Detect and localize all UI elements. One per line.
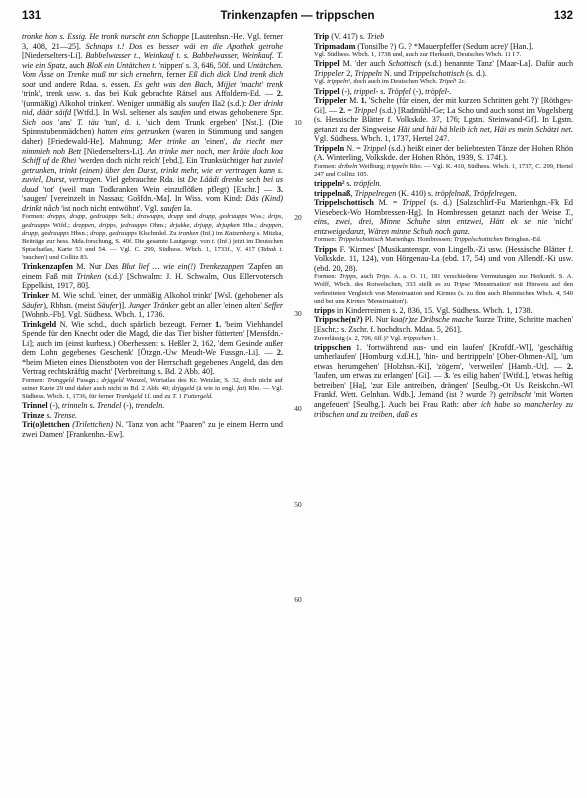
headword: Trippeln <box>314 143 345 153</box>
entry-note <box>314 51 573 59</box>
entry-text: trippeln <box>327 78 349 86</box>
entry-text: tröpfeln. <box>353 179 382 189</box>
entry-text: ¹ 2c. <box>454 78 467 86</box>
entry-text: M. Nur <box>72 262 106 272</box>
entry-text: 'laufen, um etwas zu erlangen' [Gi]. — <box>314 371 445 381</box>
headword: Tripps <box>314 244 337 254</box>
entry-text: Tripel <box>438 78 455 86</box>
entry-text: N. Wie schd., doch spärlich bezeugt. Ferner <box>56 319 216 329</box>
headword: Trinze <box>22 410 45 420</box>
entry-note <box>314 78 573 86</box>
entry-text: Tronggeld <box>47 376 74 384</box>
entry-text: dribeln <box>338 162 358 170</box>
headword: trippelnaß <box>314 188 351 198</box>
entry-text: (V. 417) s. <box>329 32 367 41</box>
headword: trippschen <box>314 342 352 352</box>
headword: Trinkgeld <box>22 319 57 329</box>
line-number: 20 <box>294 213 302 223</box>
entry-text: 'einen', <box>199 137 233 147</box>
running-head: Trinkenzapfen — trippschen <box>220 10 375 22</box>
entry-text: = <box>345 105 354 115</box>
entry-text: tranken <box>178 229 199 237</box>
entry-text: , auch <box>356 273 377 281</box>
entry-text: (-), <box>410 86 426 96</box>
entry-text: Bringhsn.-Ed. <box>502 236 542 244</box>
entry-text: Wtfd.; <box>49 221 73 229</box>
line-number: 50 <box>294 499 302 509</box>
headword: Trinnel <box>22 401 48 411</box>
entry-text: trippel- <box>353 86 379 96</box>
entry-text: Trippelschottisch <box>408 68 465 78</box>
entry-text: Der drinkt nid, däär säifd <box>22 98 283 118</box>
entry-text: auch <box>67 60 87 70</box>
entry-text: Pl. Nur <box>362 315 391 325</box>
entry-text: Trippelschottisch <box>338 236 384 244</box>
entry-text: F. 'Kirmes' [Musikantenspr. von Lingelb.-Zi usw. (Hessische Blätter f. Volkskde. 11, 124), von Hörgenau-La (ebd. 17, 54) und von Allendf.-Ki usw. (ebd. 20, 28). <box>314 244 573 273</box>
entry-text: M. <box>346 96 361 106</box>
entry-text: Vgl. Südhess. Wbch. 1, 1737, Hertel 247. <box>314 134 450 144</box>
entry-text: A. a. O. 11, 181 verschiedene Vermutungen zur Herkunft. S. A. Wolff, Wbch. des Rotwelschen, 333 stellt es zu <box>314 273 574 289</box>
entry-note <box>314 273 573 306</box>
entry-note <box>314 335 573 343</box>
entry-note <box>314 236 573 244</box>
entry-text: Formen: <box>22 376 47 384</box>
entry-text: drjukke, drjupp, drjupken <box>169 221 240 229</box>
entry-text: [Wohnb.-Fb]. Vgl. Südhess. Wbch. 1, 1736. <box>22 310 165 320</box>
entry-text: in Kinderreimen s. 2, 836, 15. Vgl. Südhess. Wbch. 1, 1738. <box>334 305 533 315</box>
entry-text: Vgl. Südhess. Wbch. 1, 1738 und, auch zur Herkunft, Deutsches Wbch. 11 I 7. <box>314 51 522 59</box>
entry-text: 'saugen' [vereinzelt in Nassau; Gošfdn.-Ma]. In Wiss. vom Kind: <box>22 194 246 204</box>
line-number: 60 <box>294 595 302 605</box>
entry-text: Häi und häi hä bleib ich net, Häi es mein Schätzi net. <box>397 124 573 134</box>
dictionary-entry <box>314 32 573 42</box>
entry-text: Viel gebrauchte Rda. ist <box>102 175 188 185</box>
entry-text: 1f. und zu <box>142 393 173 401</box>
entry-text: IIa2 (s.d.): <box>209 98 249 108</box>
entry-text: drepps, drupp, gedruupps <box>47 213 118 221</box>
entry-text: 'nippen' s. 3, 646, 50f. und <box>156 60 248 70</box>
entry-text: 'Zapfen an einem Faß mit <box>22 262 283 281</box>
entry-text: Trippel <box>362 143 387 153</box>
dictionary-entry <box>314 96 573 144</box>
entry-text: Babbelwasser t., Weinkauf t. s. Babbelwasser, Weinkauf. T. wie ein Spatz, <box>22 51 283 70</box>
entry-text: Trippelregen <box>354 188 397 198</box>
entry-text: Untätchen. Vom Ässe on Trenke muß mr sich ernehrn, <box>22 60 283 80</box>
headword: 2. <box>276 348 283 358</box>
entry-text: s. Mitzka, Beiträge zur hess. Mda.forschung, S. 40f. Die gesamte Lautgeogr. von <box>22 229 284 245</box>
entry-text: (Inf.) im <box>198 229 225 237</box>
line-number: 10 <box>294 117 302 127</box>
headword: Trinkenzapfen <box>22 262 73 272</box>
entry-text: s. <box>344 179 354 189</box>
entry-text: 'trink', trenk usw. s. das bei Kuk gebrachte Rätsel aus Affoldern-Ed. — <box>22 89 277 99</box>
entry-text: 'ans' <box>52 117 78 127</box>
entry-text: 2, <box>344 68 355 78</box>
dictionary-entry <box>314 189 573 199</box>
dictionary-entry <box>314 315 573 334</box>
headword: 2. <box>339 105 346 115</box>
entry-text: Hbs.; <box>239 221 260 229</box>
entry-text: Trendel <box>96 401 122 411</box>
entry-text: 'kurze Tritte, Schritte machen' [Eschr.: s. Zschr. f. hochdtsch. Mdaa. 5, 261]. <box>314 315 573 334</box>
entry-text: 'es eilig haben' [Wtfd.], 'etwas heftig betreiben' [Ha], 'zur Eile antreiben, drängen' [Seulbg.-Ot Us Reiskchn.-Wl Frankf. Wett. Gelnhan. Wdb.]. Jemand (ist ? wurde ?) <box>314 371 573 400</box>
entry-text: Wenzel, Wortatlas des Kr. Wetzlar, S. 32, doch nicht auf seiner Karte 29 und daher auch nicht in Bd. 2 Abb. 40; <box>22 376 283 393</box>
entry-text: (K. 410) s. <box>396 188 436 198</box>
entry-text: s. <box>44 410 54 420</box>
entry-text: Weilburg; <box>357 162 387 170</box>
dictionary-entry <box>22 291 283 320</box>
entry-text: 'Menstruation'). <box>365 297 409 305</box>
entry-text: 'Menstruation' mit Hinweis auf den verbreiteten Vergleich von Menstruation und Kirmes (s. zu ihm auch Rheinisches Wbch. 4, 540 und bei uns <box>314 281 573 305</box>
entry-text: trinneln <box>61 401 88 411</box>
entry-text: Es geht was den Bach, Mijjet 'macht' trenk <box>134 79 284 89</box>
entry-text: 'tot' (weil man Todkranken Wein einzuflößen pflegt) [Eschr.] — <box>38 184 277 194</box>
entry-text: Mer trinke an <box>148 137 200 147</box>
entry-text: da riecht mer nimmieh noh Bett <box>22 137 283 156</box>
entry-text: [Niederselters-Li]. <box>81 146 148 156</box>
entry-text: tronke hon s. Essig. He tronk nurscht enn Schoppe <box>22 32 190 41</box>
entry-text: ), Rbhsn. (meist <box>43 300 98 310</box>
entry-text: Hbsn.; <box>69 229 91 237</box>
entry-text: Junger Tränker <box>128 300 179 310</box>
entry-text: Däs (Kind) drinkt nåch <box>22 194 283 213</box>
headword: Trip <box>314 32 330 41</box>
entry-text: Säufer <box>97 300 119 310</box>
dictionary-entry <box>22 411 283 421</box>
line-number: 40 <box>294 404 302 414</box>
entry-text: fat <box>237 385 245 393</box>
dictionary-entry <box>22 32 283 213</box>
headword: Tri(o)lettchen <box>22 420 70 430</box>
entry-text: Formen: <box>314 273 340 281</box>
entry-text: (s. d.). <box>464 68 487 78</box>
entry-text: '(unmäßig) Alkohol trinken'. Weniger unmäßig als <box>22 98 189 108</box>
entry-text: Trippeln <box>354 68 382 78</box>
entry-text: 'Schelte (für einen, der mit kurzen Schritten geht ?)' [Röthges-Gi]. — <box>314 96 573 115</box>
headword: 2. <box>566 361 573 371</box>
dictionary-entry <box>22 262 283 291</box>
headword: Trippel <box>314 59 340 69</box>
entry-note <box>314 163 573 179</box>
entry-text: M. 'der auch <box>339 59 389 69</box>
entry-text: Ia. <box>181 203 193 213</box>
entry-text: Seffer <box>264 300 283 310</box>
entry-text: s. <box>87 401 97 411</box>
entry-text: )]. <box>118 300 129 310</box>
dictionary-entry <box>314 42 573 52</box>
entry-text: Trips. <box>376 273 392 281</box>
entry-text: Ohm.; <box>146 221 170 229</box>
entry-text: Kirmes <box>346 297 366 305</box>
entry-text: Klschmkd. Zu <box>136 229 179 237</box>
entry-text: trippeln <box>386 162 408 170</box>
entry-text: [Wtfd.]. In Wsl. seltener als <box>71 108 170 118</box>
entry-text: Tabak t. <box>260 246 283 254</box>
entry-text: (-), <box>47 401 62 411</box>
entry-text: Trinken <box>76 271 102 281</box>
entry-text: , <box>350 188 355 198</box>
entry-text: (waren in Stimmung und sangen daher) [Friedewald-He]. Mahnung: <box>22 127 284 147</box>
entry-text: M. Wie schd. 'einer, der unmäßig Alkohol trinkt' [Wsl. (gehobener als <box>48 290 283 300</box>
entry-text: Formen: <box>22 213 48 221</box>
entry-text: 'mit Worten angefeuert' [Seulbg.]. Auch bei Frau Rath: <box>314 390 573 409</box>
entry-text: [Niederselters-Li]. <box>22 51 86 61</box>
entry-text: Marienhgn. Hombressen; <box>383 236 454 244</box>
entry-text: [Lautenhsn.-He. Vgl. ferner 3, 408, 21—25]. <box>22 32 283 51</box>
dictionary-entry <box>22 401 283 411</box>
entry-text: (s. d.) [Salzschlirf-Fu Marienhgn.-Fk Ed Viesebeck-Wo Hombressen-Hg]. In Hombressen getanzt nach der Weise <box>314 198 573 217</box>
headword: Trippelschottisch <box>314 198 374 208</box>
headword: Trippsche(n?) <box>314 315 363 325</box>
entry-text: Schnaps t.! Dos es besser wäi en die Apothek getrohe <box>85 41 283 51</box>
entry-text: drips, gedruupps <box>22 213 283 229</box>
entry-text: und <box>183 213 200 221</box>
entry-text: (Trilettchen) <box>72 420 113 430</box>
entry-text: Bloß ein Untätchen t. <box>86 60 157 70</box>
entry-text: Formen: <box>314 162 339 170</box>
entry-text: 'tun', d. i. 'sich dem Trunk ergeben' [Nst.]. (Die Spinnstubenmädchen) <box>22 117 283 137</box>
entry-text: getribscht <box>498 390 532 400</box>
entry-text: N. und <box>381 68 409 78</box>
entry-text: N. 'Tanz von acht "Paaren" zu je einem Herrn und zwei Damen' [Frankenhn.-Ew]. <box>22 420 283 439</box>
entry-text: 'rauchen') und Collitz 83. <box>22 254 89 262</box>
entry-text: Trense. <box>53 410 78 420</box>
entry-text: drjqgeld <box>172 385 195 393</box>
entry-text: und etwas gehobenere Spr. <box>191 108 283 118</box>
dictionary-entry <box>22 420 283 439</box>
entry-text: ¹, doch auch im Deutschen Wbch. <box>348 78 439 86</box>
entry-text: Das Blut lief … wie ein(!) Trenkezappen <box>105 262 244 272</box>
entry-text: T. täu <box>77 117 99 127</box>
entry-text: saufen <box>188 98 210 108</box>
page-header <box>22 10 573 26</box>
entry-text: 'nicht' <box>547 217 573 227</box>
entry-text: koa(r)ze Dribsche mache <box>390 315 474 325</box>
entry-text: dreppen, drupp, gedruupps <box>22 221 283 237</box>
entry-text: hatten eins getrunken <box>97 127 170 137</box>
headword: 2. <box>276 89 283 99</box>
entry-text: 'ist noch nicht entwöhnt'. Vgl. <box>59 203 161 213</box>
entry-text: *beim Mieten eines Dienstboten von der Herrschaft gegebenes Angeld, das den Vertrag rechtskräftig macht' [Verbreitung s. Bd. 2 Abb. 40]. <box>22 357 283 377</box>
entry-text: (Inf.) jetzt im Deutschen Sprachatlas, Karte 53 und 54. — Vgl. C. 299, Südhess. Wbch. 1, 1733f., V. 417 ( <box>22 237 283 254</box>
entry-text: Vgl. <box>314 78 328 86</box>
headword: Trippel <box>314 86 340 96</box>
entry-note <box>22 377 283 401</box>
entry-text: s. <box>378 86 388 96</box>
entry-text: Rho. — Vgl. K. 410, Südhess. Wbch. 1, 1737, C. 299, Hertel 247 und Collitz 105. <box>314 162 574 179</box>
entry-text: Formen: <box>314 236 338 244</box>
entry-text: Eß dich dick Und trenk dich soat <box>22 70 284 89</box>
entry-text: drupp, gedruupps <box>199 213 248 221</box>
entry-text: Fussgn.; <box>73 376 102 384</box>
entry-text: 'werden doch nicht reich' [ebd.]. Ein Trunksüchtiger <box>76 156 252 166</box>
entry-text: tröpfel-. <box>425 86 452 96</box>
right-column <box>314 32 573 419</box>
page-number-right: 132 <box>553 10 573 22</box>
entry-text: 1. 'fortwährend aus- und ein laufen' [Krofdf.-Wl], 'geschäftig umherlaufen' [Homburg v.d.H.], 'hin- und hertrippeln' [Ober-Ohmen-Al], 'um etwas herumgehen' [Holzhsn.-Ki], 'zögern', 'verweilen' [Hamb.-Ut]. — <box>314 342 573 371</box>
left-column <box>22 32 283 440</box>
entry-text: tröpfelnaß, Tröpfelregen. <box>435 188 517 198</box>
entry-text: 1. <box>431 334 438 342</box>
dictionary-entry <box>314 343 573 419</box>
entry-text: (s.d.)' [Schwalm: J. H. Schwalm, Ous Ellervotersch Eppelkist, 1917, 80]. <box>22 271 283 291</box>
entry-text: An trinke mer noch, mer kräie doch koa Schiff uf de Rhei <box>22 146 283 166</box>
entry-text: Selt.; <box>117 213 138 221</box>
headword: Trippeler <box>314 96 347 106</box>
entry-text: (s.d.) [Radmühl-Ge; La Scho und auch sonst im Vogelsberg (s. Hessische Blätter f. Volkskde. 37, 176; Lgstn. Steinwand-Gf]. In Lgstn. getanzt zu der Singweise <box>314 105 573 134</box>
entry-text: M. = <box>373 198 403 208</box>
headword: 1. <box>360 96 367 106</box>
entry-text: (s.d.) benannte Tanz' [Maar-La]. Dafür auch <box>421 59 574 69</box>
headword: Tripmadam <box>314 41 356 51</box>
entry-text: Schottisch <box>388 59 422 69</box>
dictionary-entry <box>314 144 573 163</box>
entry-text: Tröpfel <box>387 86 411 96</box>
entry-text: (Tonsilbe ?) G. ? *Mauerpfeffer (Sedum acre)' [Han.]. <box>355 41 534 51</box>
headword: Trinker <box>22 290 49 300</box>
entry-text: Säufer <box>22 300 44 310</box>
entry-text: dreppen, dripps, jedruupps <box>72 221 147 229</box>
entry-text: Trippel <box>402 198 426 208</box>
headword: 3. <box>276 184 283 194</box>
headword: trippeln² <box>314 179 345 189</box>
entry-text: drjqgeld <box>101 376 124 384</box>
entry-text: Trippeler <box>314 68 345 78</box>
page-number-left: 131 <box>22 10 42 22</box>
entry-text: N. = <box>344 143 363 153</box>
entry-text: trendeln. <box>135 401 165 411</box>
dictionary-entry <box>314 198 573 236</box>
entry-note <box>22 213 283 262</box>
entry-text: hat zuviel getrunken, trinkt (einen) über den Durst, trinkt mehr, wie er vertragen kann s. zuviel, Durst, vertragen. <box>22 156 283 185</box>
entry-text: (-), <box>339 86 354 96</box>
entry-text: entzweigedanzt, Wären minne Schuh noch ganz. <box>314 226 471 236</box>
dictionary-entry <box>314 179 573 189</box>
entry-text: 'beim Viehhandel Spende für den Knecht oder die Magd, die das Tier bisher fütterten' [Mensfdn.-Li]; auch im (einst kurhess.) Oberhessen: s. Heßler 2, 162, 'dem Gesinde außer dem Lohn gegebenes Geschenk' [Ötzgn.-Uw Meudt-We Fussgn.-Li]. — <box>22 319 283 358</box>
entry-text: gebt an aller 'einen alten' <box>178 300 265 310</box>
headword: 3. <box>444 371 451 381</box>
entry-text: dropp, gedruupps <box>90 229 137 237</box>
headword: 1. <box>215 319 222 329</box>
entry-text: ferner <box>163 70 189 80</box>
entry-text: Tripse <box>453 281 471 289</box>
entry-text: Trippelschottichen <box>453 236 503 244</box>
entry-text: Tripps <box>339 273 357 281</box>
entry-text: drawupps, drupp <box>137 213 184 221</box>
entry-text: T., eins, zwei, drei, Minne Schuhe sinn entzwei, Hätt ek se nie <box>314 207 573 227</box>
entry-text: T. 1 Futtergeld. <box>172 393 213 401</box>
entry-text: Trippel <box>353 105 378 115</box>
entry-text: Trankgeld <box>115 393 143 401</box>
entry-text: saufen <box>160 203 182 213</box>
dictionary-entry <box>314 245 573 274</box>
entry-text: (-), <box>121 401 136 411</box>
entry-text: Zuverlässig (s. 2, 706, 6ff.)? Vgl. <box>314 334 404 342</box>
line-number: 30 <box>294 308 302 318</box>
entry-text: t. <box>211 237 216 245</box>
entry-text: De Läädi drenke sech bei us duud <box>22 175 283 194</box>
dictionary-entry <box>314 306 573 316</box>
headword: tripps <box>314 305 335 315</box>
entry-text: (s.d.) heißt einer der beliebtesten Tänze der Hohen Rhön (A. Winterling, Volkskde. der Hohen Rhön, 1939, S. 174f.). <box>314 143 574 163</box>
entry-text: Trieb <box>366 32 385 41</box>
entry-text: Wss.; <box>247 213 268 221</box>
entry-text: saufen <box>169 108 191 118</box>
entry-text: ) Rho. — Vgl. Südhess. Wbch. 1, 1736, für ferner <box>22 385 284 401</box>
dictionary-entry <box>314 59 573 78</box>
entry-text: und andere Rdaa. s. essen. <box>35 79 135 89</box>
entry-text: aber ich habe so mancherley zu tribschen und zu treiben, daß es <box>314 399 573 419</box>
entry-text: trippschen <box>403 334 432 342</box>
entry-text: Sich oos <box>22 117 53 127</box>
dictionary-entry <box>314 87 573 97</box>
dictionary-entry <box>22 320 283 377</box>
entry-text: (ä wie in engl. <box>194 385 238 393</box>
entry-text: Katzenberg <box>224 229 255 237</box>
